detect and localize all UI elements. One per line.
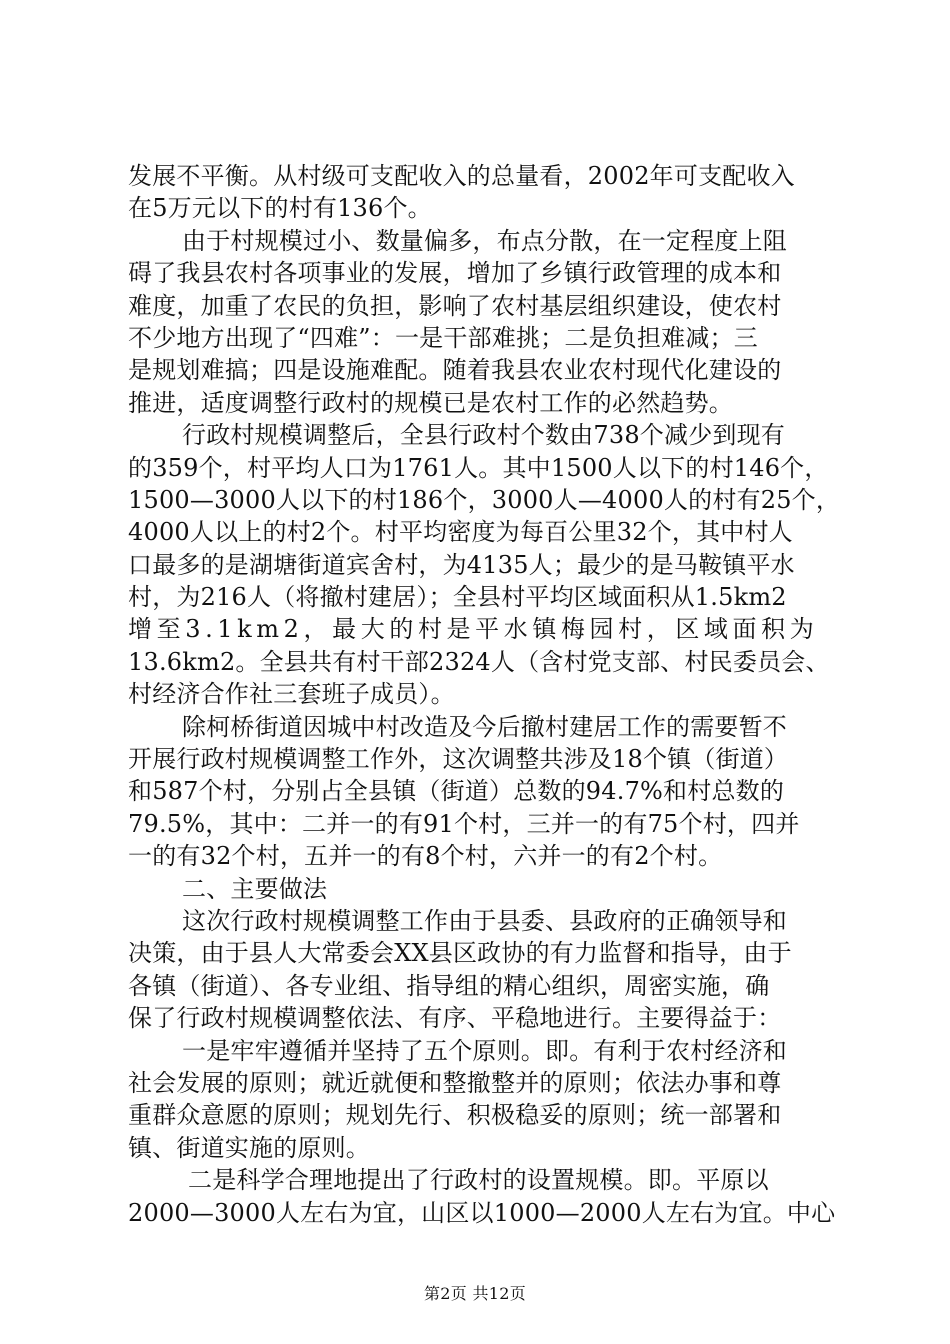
text-line: 难度，加重了农民的负担，影响了农村基层组织建设，使农村	[128, 291, 782, 320]
text-line: 不少地方出现了“四难”：一是干部难挑；二是负担难减；三	[128, 323, 758, 352]
text-line: 开展行政村规模调整工作外，这次调整共涉及18个镇（街道）	[128, 745, 789, 774]
text-line: 和587个村，分别占全县镇（街道）总数的94.7%和村总数的	[128, 777, 785, 806]
text-line: 碍了我县农村各项事业的发展，增加了乡镇行政管理的成本和	[128, 259, 782, 288]
text-line: 1500—3000人以下的村186个，3000人—4000人的村有25个，	[128, 485, 841, 514]
paragraph-start: 这次行政村规模调整工作由于县委、县政府的正确领导和	[182, 906, 787, 935]
text-line: 村经济合作社三套班子成员）。	[128, 680, 455, 709]
paragraph-start: 二是科学合理地提出了行政村的设置规模。即。平原以	[188, 1166, 769, 1195]
text-line: 一的有32个村，五并一的有8个村，六并一的有2个村。	[128, 842, 723, 871]
text-line: 13.6km2。全县共有村干部2324人（含村党支部、村民委员会、	[128, 647, 830, 676]
text-line: 各镇（街道）、各专业组、指导组的精心组织，周密实施，确	[128, 971, 770, 1000]
text-line: 增至3.1km2，最大的村是平水镇梅园村，区域面积为	[128, 615, 819, 644]
text-line: 村，为216人（将撤村建居）；全县村平均区域面积从1.5km2	[128, 583, 787, 612]
page-footer: 第2页 共12页	[423, 1284, 527, 1303]
text-line: 发展不平衡。从村级可支配收入的总量看，2002年可支配收入	[128, 162, 795, 190]
text-line: 在5万元以下的村有136个。	[128, 194, 432, 223]
text-line: 决策，由于县人大常委会XX县区政协的有力监督和指导，由于	[128, 939, 792, 968]
paragraph-start: 行政村规模调整后，全县行政村个数由738个减少到现有	[182, 421, 786, 450]
text-line: 推进，适度调整行政村的规模已是农村工作的必然趋势。	[128, 388, 733, 417]
text-line: 79.5%，其中：二并一的有91个村，三并一的有75个村，四并	[128, 809, 800, 838]
text-line: 重群众意愿的原则；规划先行、积极稳妥的原则；统一部署和	[128, 1101, 782, 1130]
document-body	[128, 160, 841, 1229]
text-line: 4000人以上的村2个。村平均密度为每百公里32个，其中村人	[128, 518, 793, 547]
text-line: 镇、街道实施的原则。	[128, 1133, 370, 1162]
text-line: 2000—3000人左右为宜，山区以1000—2000人左右为宜。中心	[128, 1198, 836, 1227]
text-line: 是规划难搞；四是设施难配。随着我县农业农村现代化建设的	[128, 356, 782, 385]
paragraph-start: 由于村规模过小、数量偏多，布点分散，在一定程度上阻	[182, 226, 787, 255]
section-heading: 二、主要做法	[182, 874, 328, 903]
text-line: 社会发展的原则；就近就便和整撤整并的原则；依法办事和尊	[128, 1068, 782, 1097]
text-line: 保了行政村规模调整依法、有序、平稳地进行。主要得益于：	[128, 1004, 782, 1033]
text-line: 口最多的是湖塘街道宾舍村，为4135人；最少的是马鞍镇平水	[128, 550, 795, 579]
text-line: 的359个，村平均人口为1761人。其中1500人以下的村146个，	[128, 453, 829, 482]
paragraph-start: 除柯桥街道因城中村改造及今后撤村建居工作的需要暂不	[182, 712, 787, 741]
paragraph-start: 一是牢牢遵循并坚持了五个原则。即。有利于农村经济和	[182, 1036, 787, 1065]
